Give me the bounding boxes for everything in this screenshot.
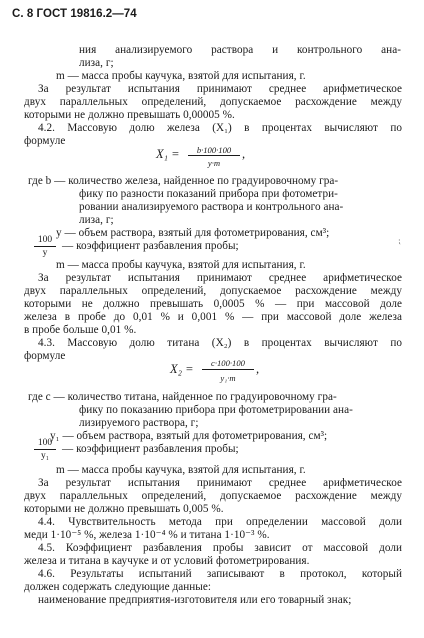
- text-line: За результат испытания принимают среднее арифметическое: [38, 477, 402, 489]
- fraction-bar: [34, 449, 56, 450]
- formula-tail: ,: [242, 147, 246, 161]
- coef-denominator: y: [42, 248, 48, 258]
- text-line: y — объем раствора, взятый для фотометрирования, см³;: [56, 227, 330, 239]
- coef-numerator: 100: [37, 235, 53, 245]
- text-line: где b — количество железа, найденное по градуировочному гра-: [28, 175, 339, 187]
- formula-lhs: X₁ =: [156, 147, 180, 161]
- formula-tail: ,: [256, 362, 260, 376]
- text-line: ния анализируемого раствора и контрольного ана-: [79, 44, 401, 56]
- text-line: фику по показанию прибора при фотометрировании ана-: [79, 404, 353, 416]
- text-line: 4.6. Результаты испытаний записывают в протокол, который: [38, 568, 402, 580]
- text-line: 4.2. Массовую долю железа (X₁) в процентах вычисляют по: [38, 122, 402, 134]
- text-line: двух параллельных определений, допускаемое расхождение между: [24, 285, 402, 297]
- text-line: лизируемого раствора, г;: [79, 417, 199, 429]
- text-line: наименование предприятия-изготовителя или его товарный знак;: [38, 594, 352, 606]
- text-line: фику по разности показаний прибора при фотометри-: [79, 188, 338, 200]
- text-line: m — масса пробы каучука, взятой для испытания, г.: [56, 259, 306, 271]
- text-line: двух параллельных определений, допускаемое расхождение между: [24, 96, 402, 108]
- text-line: лиза, г;: [79, 57, 114, 69]
- text-line: За результат испытания принимают среднее арифметическое: [38, 272, 402, 284]
- text-line: 4.3. Массовую долю титана (X₂) в процентах вычисляют по: [38, 337, 402, 349]
- formula-denominator: y·m: [207, 158, 221, 168]
- text-line: где c — количество титана, найденное по градуировочному гра-: [28, 391, 337, 403]
- text-line: 4.4. Чувствительность метода при определении массовой доли: [38, 516, 402, 528]
- text-line: которыми не должно превышать 0,005 %.: [24, 503, 224, 515]
- coef-denominator: y₁: [40, 451, 50, 461]
- text-line: 4.5. Коэффициент разбавления пробы зависит от массовой доли: [38, 542, 402, 554]
- text-line: формуле: [24, 350, 66, 362]
- text-line: формуле: [24, 135, 66, 147]
- text-line: y₁ — объем раствора, взятый для фотометрирования, см³;: [50, 430, 328, 442]
- formula-numerator: b·100·100: [196, 145, 232, 155]
- fraction-bar: [188, 155, 240, 156]
- coef-numerator: 100: [37, 438, 53, 448]
- formula-denominator: y₁·m: [220, 373, 236, 383]
- text-line: За результат испытания принимают среднее арифметическое: [38, 83, 402, 95]
- formula-lhs: X₂ =: [170, 362, 194, 376]
- text-line: двух параллельных определений, допускаемое расхождение между: [24, 490, 402, 502]
- text-line: должен содержать следующие данные:: [24, 581, 212, 593]
- text-line: лиза, г;: [79, 214, 114, 226]
- text-line: железа и титана в каучуке и от условий фотометрирования.: [24, 555, 310, 567]
- page-header: С. 8 ГОСТ 19816.2—74: [12, 8, 137, 20]
- text-line: железа в пробе до 0,01 % и 0,001 % — при массовой доле железа: [24, 311, 402, 323]
- text-line: m — масса пробы каучука, взятой для испытания, г.: [56, 70, 306, 82]
- text-line: которыми не должно превышать 0,0005 % — при массовой доле: [24, 298, 402, 310]
- text-line: в пробе больше 0,01 %.: [24, 324, 137, 336]
- text-line: которыми не должно превышать 0,00005 %.: [24, 109, 235, 121]
- scan-speck: ⁏: [398, 236, 401, 245]
- formula-numerator: c·100·100: [211, 358, 245, 368]
- text-line: — коэффициент разбавления пробы;: [62, 443, 239, 455]
- text-line: — коэффициент разбавления пробы;: [62, 240, 239, 252]
- fraction-bar: [202, 369, 254, 370]
- text-line: m — масса пробы каучука, взятой для испытания, г.: [56, 464, 306, 476]
- text-line: меди 1·10⁻⁵ %, железа 1·10⁻⁴ % и титана 1·10⁻³ %.: [24, 529, 270, 541]
- text-line: ровании анализируемого раствора и контрольного ана-: [79, 201, 344, 213]
- fraction-bar: [34, 246, 56, 247]
